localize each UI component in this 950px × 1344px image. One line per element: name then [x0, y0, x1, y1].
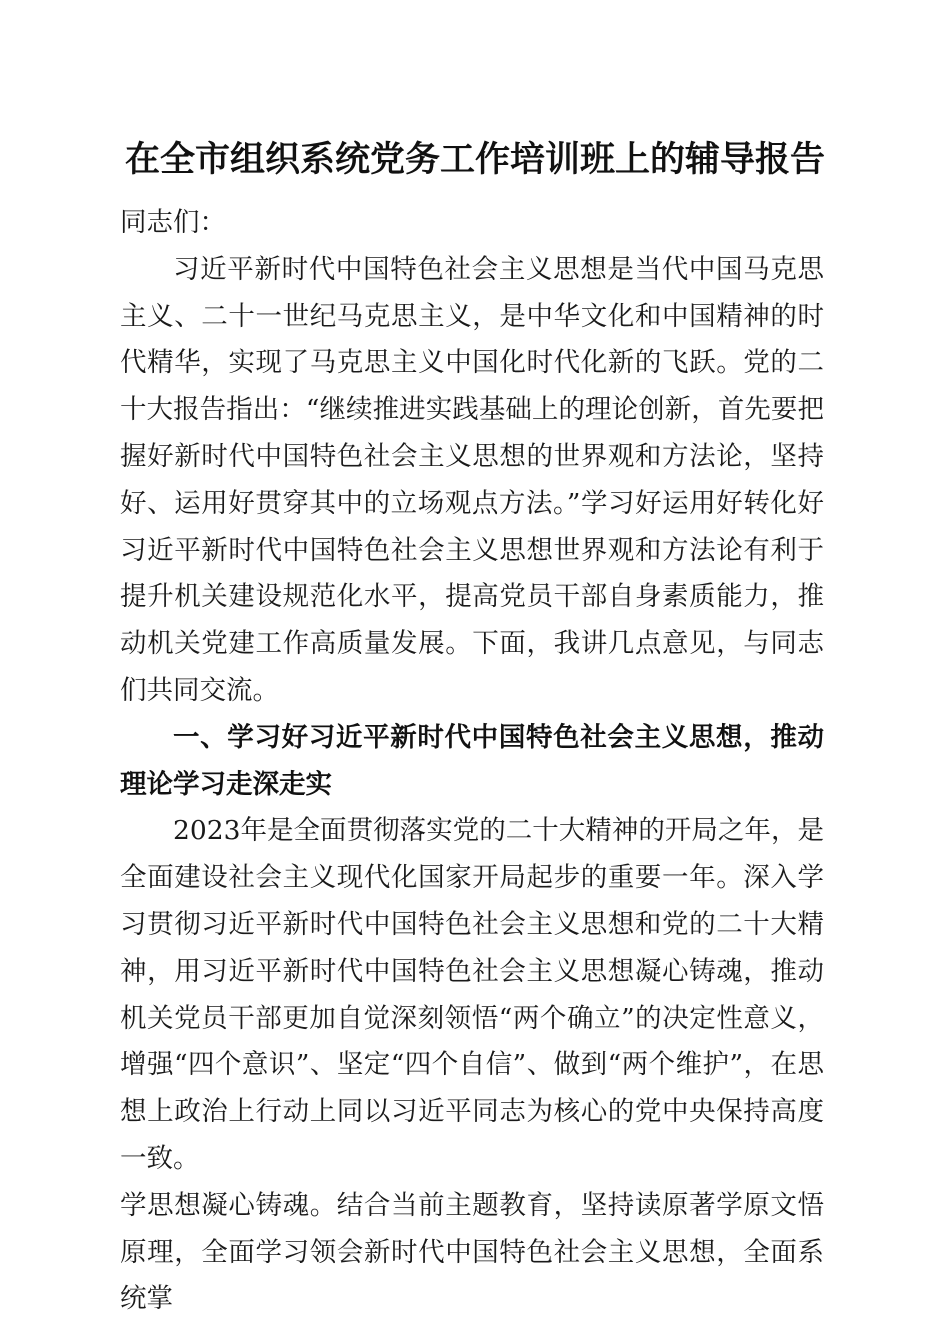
document-body — [120, 200, 824, 1323]
intro-paragraph: 习近平新时代中国特色社会主义思想是当代中国马克思主义、二十一世纪马克思主义，是中华文化和中国精神的时代精华，实现了马克思主义中国化时代化新的飞跃。党的二十大报告指出：“继续推进实践基础上的理论创新，首先要把握好新时代中国特色社会主义思想的世界观和方法论，坚持好、运用好贯穿其中的立场观点方法。”学习好运用好转化好习近平新时代中国特色社会主义思想世界观和方法论有利于提升机关建设规范化水平，提高党员干部自身素质能力，推动机关党建工作高质量发展。下面，我讲几点意见，与同志们共同交流。 — [120, 253, 824, 706]
section-paragraph: 2023年是全面贯彻落实党的二十大精神的开局之年，是全面建设社会主义现代化国家开局起步的重要一年。深入学习贯彻习近平新时代中国特色社会主义思想和党的二十大精神，用习近平新时代中国特色社会主义思想凝心铸魂，推动机关党员干部更加自觉深刻领悟“两个确立”的决定性意义，增强“四个意识”、坚定“四个自信”、做到“两个维护”，在思想上政治上行动上同以习近平同志为核心的党中央保持高度一致。 — [120, 815, 824, 1174]
section-heading: 一、学习好习近平新时代中国特色社会主义思想，推动理论学习走深走实 — [120, 721, 824, 800]
document-title: 在全市组织系统党务工作培训班上的辅导报告 — [124, 139, 825, 180]
continuation-paragraph: 学思想凝心铸魂。结合当前主题教育，坚持读原著学原文悟原理，全面学习领会新时代中国特色社会主义思想，全面系统掌 — [120, 1189, 824, 1315]
salutation: 同志们： — [120, 207, 226, 238]
